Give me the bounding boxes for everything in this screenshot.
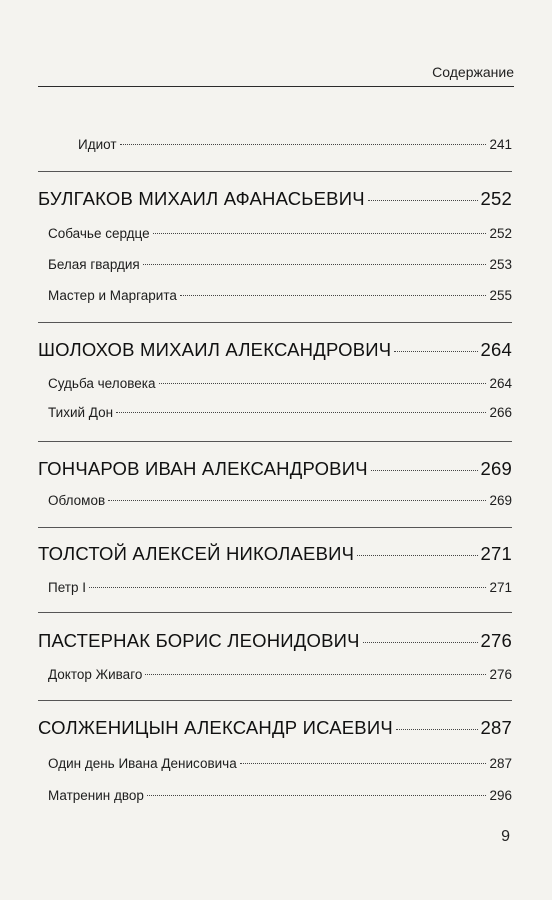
toc-entry-work (48, 405, 512, 420)
toc-entry-title: Мастер и Маргарита (48, 288, 177, 303)
toc-entry-page: 255 (489, 288, 512, 303)
toc-entry-title: Идиот (78, 137, 117, 152)
page-number: 9 (501, 828, 510, 845)
section-rule (38, 527, 512, 528)
toc-entry-title: ПАСТЕРНАК БОРИС ЛЕОНИДОВИЧ (38, 630, 360, 651)
running-head: Содержание (432, 64, 514, 80)
dot-leader (116, 412, 486, 413)
toc-entry-work (48, 756, 512, 771)
toc-entry-title: БУЛГАКОВ МИХАИЛ АФАНАСЬЕВИЧ (38, 188, 365, 209)
toc-entry-author (38, 717, 512, 739)
toc-entry-title: Тихий Дон (48, 405, 114, 420)
toc-entry-page: 253 (489, 257, 512, 272)
dot-leader (120, 144, 487, 145)
toc-entry-title: Собачье сердце (48, 226, 150, 241)
section-rule (38, 171, 512, 172)
dot-leader (368, 200, 478, 201)
section-rule (38, 700, 512, 701)
section-rule (38, 612, 512, 613)
toc-entry-work (38, 137, 512, 152)
dot-leader (108, 500, 486, 501)
section-rule (38, 441, 512, 442)
toc-entry-page: 287 (489, 756, 512, 771)
dot-leader (357, 555, 477, 556)
dot-leader (396, 729, 478, 730)
toc-entry-page: 264 (480, 339, 512, 360)
dot-leader (153, 233, 487, 234)
toc-entry-page: 252 (489, 226, 512, 241)
dot-leader (89, 587, 487, 588)
toc-entry-work (48, 788, 512, 803)
toc-entry-author (38, 630, 512, 652)
toc-entry-page: 296 (489, 788, 512, 803)
toc-entry-work (48, 667, 512, 682)
toc-entry-page: 287 (480, 717, 512, 738)
toc-entry-work (48, 376, 512, 391)
toc-entry-title: Белая гвардия (48, 257, 140, 272)
dot-leader (180, 295, 487, 296)
toc-entry-title: ТОЛСТОЙ АЛЕКСЕЙ НИКОЛАЕВИЧ (38, 543, 355, 564)
toc-entry-title: СОЛЖЕНИЦЫН АЛЕКСАНДР ИСАЕВИЧ (38, 717, 393, 738)
toc-entry-title: Обломов (48, 493, 106, 508)
dot-leader (159, 383, 487, 384)
toc-entry-work (48, 226, 512, 241)
toc-entry-author (38, 543, 512, 565)
toc-entry-title: Судьба человека (48, 376, 156, 391)
toc-entry-title: Петр I (48, 580, 86, 595)
toc-entry-page: 266 (489, 405, 512, 420)
toc-entry-page: 269 (489, 493, 512, 508)
toc-entry-page: 271 (480, 543, 512, 564)
dot-leader (394, 351, 477, 352)
dot-leader (145, 674, 486, 675)
toc-entry-work (48, 493, 512, 508)
dot-leader (147, 795, 487, 796)
toc-entry-title: ШОЛОХОВ МИХАИЛ АЛЕКСАНДРОВИЧ (38, 339, 392, 360)
toc-entry-author (38, 188, 512, 210)
toc-entry-title: Матренин двор (48, 788, 144, 803)
toc-entry-page: 252 (480, 188, 512, 209)
dot-leader (143, 264, 487, 265)
dot-leader (363, 642, 478, 643)
toc-entry-author (38, 458, 512, 480)
section-rule (38, 322, 512, 323)
toc-entry-page: 241 (489, 137, 512, 152)
toc-entry-work (48, 257, 512, 272)
toc-entry-page: 276 (480, 630, 512, 651)
toc-entry-page: 271 (489, 580, 512, 595)
toc-entry-page: 269 (480, 458, 512, 479)
toc-entry-work (48, 288, 512, 303)
header-rule (38, 86, 514, 87)
dot-leader (371, 470, 478, 471)
toc-entry-title: ГОНЧАРОВ ИВАН АЛЕКСАНДРОВИЧ (38, 458, 368, 479)
toc-entry-work (48, 580, 512, 595)
dot-leader (240, 763, 487, 764)
toc-entry-page: 264 (489, 376, 512, 391)
toc-entry-author (38, 339, 512, 361)
toc-entry-title: Один день Ивана Денисовича (48, 756, 237, 771)
toc-entry-title: Доктор Живаго (48, 667, 143, 682)
toc-entry-page: 276 (489, 667, 512, 682)
